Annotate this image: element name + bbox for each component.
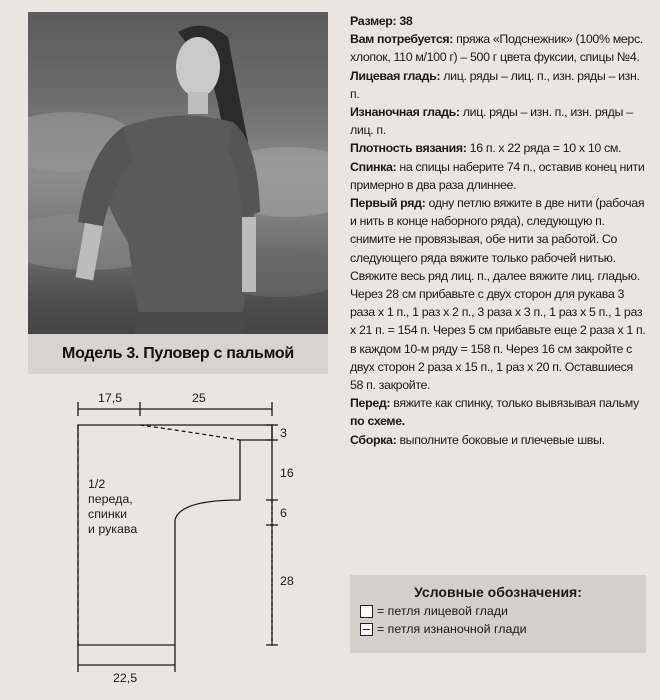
pattern-schema: [0, 380, 340, 700]
front-text: вяжите как спинку, только вывязывая пальму: [393, 396, 639, 411]
front-line: [350, 394, 646, 430]
reverse-stockinette-line: [350, 103, 646, 139]
photo-illustration: [28, 12, 328, 374]
gauge-label: Плотность вязания:: [350, 141, 467, 156]
schema-neckline: [140, 425, 240, 440]
reverse-stockinette-label: Изнаночная гладь:: [350, 105, 460, 120]
size-line: [350, 12, 646, 30]
photo-caption: Модель 3. Пуловер с пальмой: [28, 334, 328, 374]
materials-line: [350, 30, 646, 66]
model-photo: [28, 12, 328, 374]
first-row-label: Первый ряд:: [350, 196, 426, 211]
legend-title: Условные обозначения:: [414, 584, 582, 600]
schema-fraction: 1/2: [88, 477, 106, 491]
stockinette-line: [350, 67, 646, 103]
purl-square-icon: [360, 623, 373, 636]
instructions: [350, 12, 646, 449]
legend-item-knit: [360, 604, 646, 618]
legend-item-purl: [360, 622, 646, 636]
legend-knit-text: = петля лицевой глади: [377, 604, 508, 618]
legend-box: [350, 575, 646, 653]
schema-label-2: спинки: [88, 507, 128, 521]
dim-top-left: 17,5: [98, 391, 123, 405]
dim-right-3: 6: [280, 506, 287, 520]
dim-right-1: 3: [280, 426, 287, 440]
materials-text: пряжа «Подснежник» (100% мерс. хлопок, 110 м/100 г) – 500 г цвета фуксии, спицы №4.: [350, 32, 643, 65]
dim-right-2: 16: [280, 466, 294, 480]
size-label: Размер:: [350, 14, 397, 28]
assembly-text: выполните боковые и плечевые швы.: [399, 432, 605, 447]
schema-label-1: переда,: [88, 492, 133, 506]
stockinette-label: Лицевая гладь:: [350, 68, 441, 83]
dim-right-4: 28: [280, 574, 294, 588]
first-row-text: одну петлю вяжите в две нити (рабочая и нить в конце наборного ряда), следующую п. снимите не провязывая, обе нити за работой. Со следующего ряда вяжите только рабочей нитью. Свяжите весь ряд лиц. п., далее вяжите лиц. гладью. Через 28 см прибавьте с двух сторон для рукава 3 раза х 1 п., 1 раз х 2 п., 3 раза х 3 п., 1 раз х 5 п., 1 раз х 21 п. = 154 п. Через 5 см прибавьте еще 2 раза х 1 п. в каждом 10-м ряду = 158 п. Через 16 см закройте с двух сторон 2 раза х 15 п., 1 раз х 20 п. Оставшиеся 58 п. закройте.: [350, 196, 646, 393]
front-label: Перед:: [350, 396, 391, 411]
gauge-line: [350, 139, 646, 157]
reverse-stockinette-text: лиц. ряды – изн. п., изн. ряды – лиц. п.: [350, 105, 633, 138]
back-label: Спинка:: [350, 159, 397, 174]
back-text: на спицы наберите 74 п., оставив конец нити примерно в два раза длиннее.: [350, 159, 645, 192]
stockinette-text: лиц. ряды – лиц. п., изн. ряды – изн. п.: [350, 68, 640, 101]
materials-label: Вам потребуется:: [350, 32, 454, 47]
assembly-label: Сборка:: [350, 432, 397, 447]
dim-top-right: 25: [192, 391, 206, 405]
back-line: [350, 158, 646, 194]
knit-square-icon: [360, 605, 373, 618]
legend-purl-text: = петля изнаночной глади: [377, 622, 527, 636]
front-text-bold: по схеме.: [350, 414, 405, 429]
first-row-line: [350, 194, 646, 394]
size-value: 38: [399, 14, 413, 28]
schema-label-3: и рукава: [88, 522, 138, 536]
gauge-text: 16 п. х 22 ряда = 10 х 10 см.: [469, 141, 622, 156]
assembly-line: [350, 431, 646, 449]
dim-bottom: 22,5: [113, 671, 138, 685]
